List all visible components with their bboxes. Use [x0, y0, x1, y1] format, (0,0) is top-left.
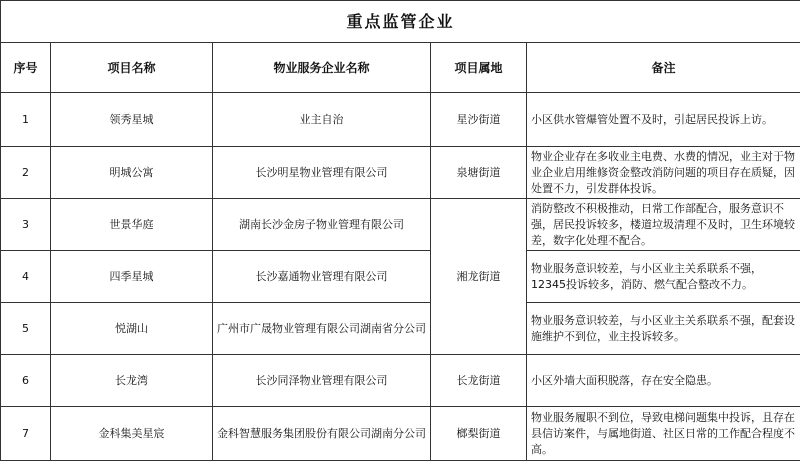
row-note: 物业企业存在多收业主电费、水费的情况，业主对于物业企业启用维修资金整改消防问题的项目存在质疑，因处置不力，引发群体投诉。: [527, 147, 800, 199]
header-index: 序号: [1, 43, 51, 93]
row-index: 7: [1, 407, 51, 461]
row-district-merged: 湘龙街道: [431, 199, 527, 355]
row-district: 星沙街道: [431, 93, 527, 147]
table-row: [1, 93, 800, 147]
row-project: 领秀星城: [51, 93, 213, 147]
row-index: 1: [1, 93, 51, 147]
table-row: [1, 355, 800, 407]
row-note: 小区外墙大面积脱落，存在安全隐患。: [527, 355, 800, 407]
table-row: [1, 303, 800, 355]
row-note: 物业服务意识较差，与小区业主关系联系不强，12345投诉较多，消防、燃气配合整改不力。: [527, 251, 800, 303]
row-district: 长龙街道: [431, 355, 527, 407]
row-district: 泉塘街道: [431, 147, 527, 199]
row-note: 物业服务意识较差，与小区业主关系联系不强，配套设施维护不到位，业主投诉较多。: [527, 303, 800, 355]
row-project: 悦湖山: [51, 303, 213, 355]
header-project: 项目名称: [51, 43, 213, 93]
row-company: 湖南长沙金房子物业管理有限公司: [213, 199, 431, 251]
row-note: 物业服务履职不到位，导致电梯问题集中投诉，且存在县信访案件，与属地街道、社区日常的工作配合程度不高。: [527, 407, 800, 461]
row-company: 业主自治: [213, 93, 431, 147]
row-index: 4: [1, 251, 51, 303]
row-company: 广州市广晟物业管理有限公司湖南省分公司: [213, 303, 431, 355]
row-company: 长沙明星物业管理有限公司: [213, 147, 431, 199]
row-project: 长龙湾: [51, 355, 213, 407]
header-company: 物业服务企业名称: [213, 43, 431, 93]
row-project: 世景华庭: [51, 199, 213, 251]
header-note: 备注: [527, 43, 800, 93]
row-index: 6: [1, 355, 51, 407]
table-row: [1, 251, 800, 303]
table-title: 重点监管企业: [1, 1, 800, 43]
header-row: [1, 43, 800, 93]
row-company: 金科智慧服务集团股份有限公司湖南分公司: [213, 407, 431, 461]
row-district: 榔梨街道: [431, 407, 527, 461]
row-note: 消防整改不积极推动，日常工作部配合，服务意识不强，居民投诉较多，楼道垃圾清理不及时，卫生环境较差，数字化处理不配合。: [527, 199, 800, 251]
table-row: [1, 199, 800, 251]
header-district: 项目属地: [431, 43, 527, 93]
row-project: 金科集美星宸: [51, 407, 213, 461]
row-index: 3: [1, 199, 51, 251]
row-company: 长沙同泽物业管理有限公司: [213, 355, 431, 407]
row-note: 小区供水管爆管处置不及时，引起居民投诉上访。: [527, 93, 800, 147]
row-index: 5: [1, 303, 51, 355]
table-row: [1, 147, 800, 199]
row-company: 长沙嘉通物业管理有限公司: [213, 251, 431, 303]
row-index: 2: [1, 147, 51, 199]
row-project: 四季星城: [51, 251, 213, 303]
row-project: 明城公寓: [51, 147, 213, 199]
table-row: [1, 407, 800, 461]
